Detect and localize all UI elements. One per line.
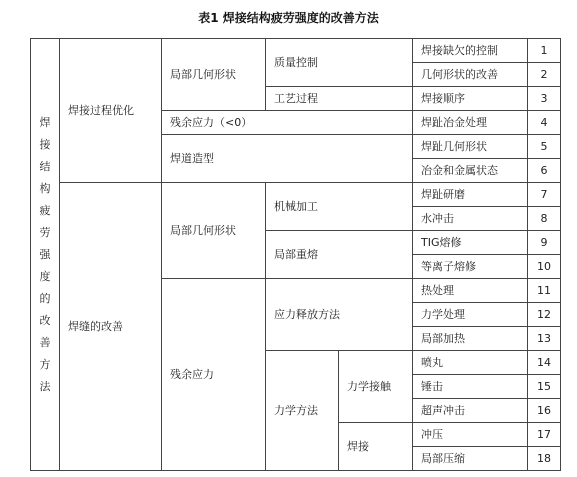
g1-quality-control: 质量控制	[266, 39, 413, 87]
method-number: 11	[528, 279, 561, 303]
method-number: 4	[528, 111, 561, 135]
method-item: 水冲击	[413, 207, 528, 231]
methods-table	[30, 38, 561, 471]
method-number: 5	[528, 135, 561, 159]
g2-local-geometry: 局部几何形状	[162, 183, 266, 279]
main-category-cell: 焊接结构疲劳强度的改善方法	[31, 39, 60, 471]
method-number: 18	[528, 447, 561, 471]
group-weld-improvement: 焊缝的改善	[60, 183, 162, 471]
method-item: 焊趾研磨	[413, 183, 528, 207]
method-item: 热处理	[413, 279, 528, 303]
method-number: 10	[528, 255, 561, 279]
method-number: 9	[528, 231, 561, 255]
table-row	[31, 183, 561, 207]
method-item: 冲压	[413, 423, 528, 447]
group-welding-process-optimization: 焊接过程优化	[60, 39, 162, 183]
method-item: 超声冲击	[413, 399, 528, 423]
g1-local-geometry: 局部几何形状	[162, 39, 266, 111]
g2-machining: 机械加工	[266, 183, 413, 231]
method-item: 焊趾冶金处理	[413, 111, 528, 135]
method-item: 等离子熔修	[413, 255, 528, 279]
method-number: 2	[528, 63, 561, 87]
method-item: 喷丸	[413, 351, 528, 375]
table-caption: 表1 焊接结构疲劳强度的改善方法	[198, 11, 379, 25]
g2-local-remelting: 局部重熔	[266, 231, 413, 279]
method-item: 局部压缩	[413, 447, 528, 471]
g2-welding: 焊接	[339, 423, 413, 471]
method-number: 15	[528, 375, 561, 399]
g2-mechanical-contact: 力学接触	[339, 351, 413, 423]
method-item: 焊接缺欠的控制	[413, 39, 528, 63]
method-item: 焊接顺序	[413, 87, 528, 111]
g1-process: 工艺过程	[266, 87, 413, 111]
method-number: 13	[528, 327, 561, 351]
method-number: 16	[528, 399, 561, 423]
method-item: 局部加热	[413, 327, 528, 351]
table-row	[31, 39, 561, 63]
g1-residual-stress: 残余应力（<0）	[162, 111, 413, 135]
method-item: TIG熔修	[413, 231, 528, 255]
method-item: 几何形状的改善	[413, 63, 528, 87]
method-item: 焊趾几何形状	[413, 135, 528, 159]
method-number: 7	[528, 183, 561, 207]
method-number: 14	[528, 351, 561, 375]
method-item: 冶金和金属状态	[413, 159, 528, 183]
method-number: 3	[528, 87, 561, 111]
g2-mechanical-method: 力学方法	[266, 351, 339, 471]
method-number: 8	[528, 207, 561, 231]
method-item: 力学处理	[413, 303, 528, 327]
method-number: 1	[528, 39, 561, 63]
method-number: 17	[528, 423, 561, 447]
g1-bead-shape: 焊道造型	[162, 135, 413, 183]
method-number: 12	[528, 303, 561, 327]
g2-stress-release: 应力释放方法	[266, 279, 413, 351]
g2-residual-stress: 残余应力	[162, 279, 266, 471]
method-item: 锤击	[413, 375, 528, 399]
method-number: 6	[528, 159, 561, 183]
